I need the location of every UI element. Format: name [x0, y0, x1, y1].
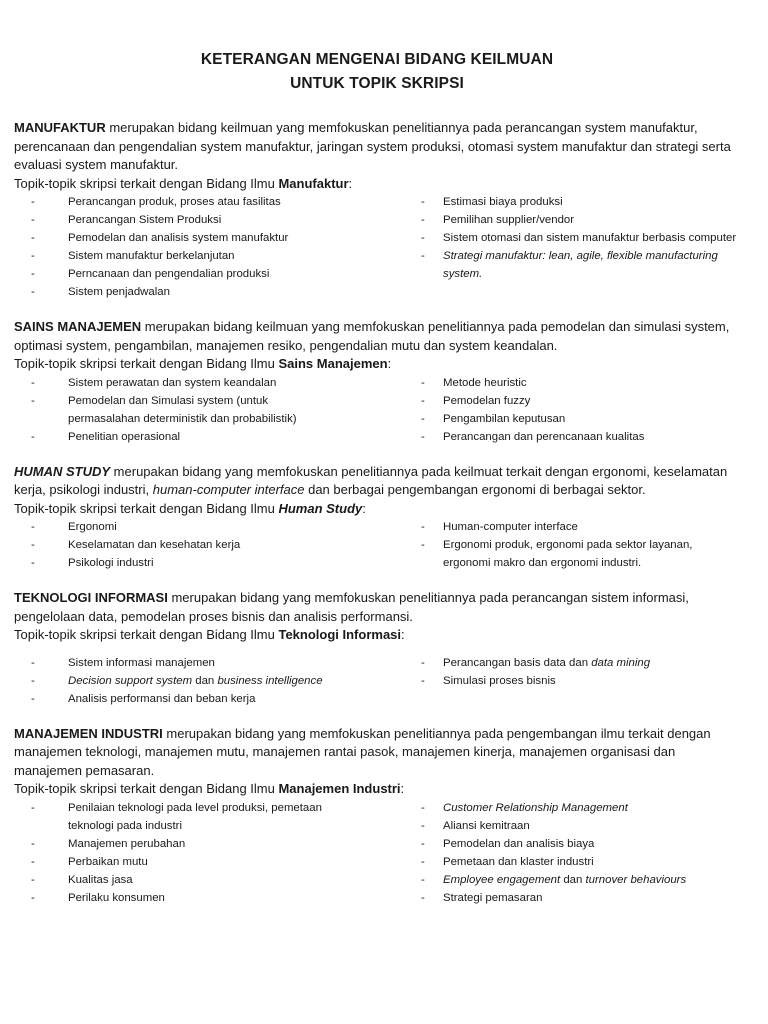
list-item: - Penelitian operasional [31, 430, 181, 443]
topic-list-right [419, 799, 739, 907]
list-item: - Penilaian teknologi pada level produksi, pemetaan teknologi pada industri [31, 801, 322, 832]
section-manufaktur [14, 119, 740, 301]
list-item: - Perancangan basis data dan data mining [421, 656, 651, 669]
section-human-study [14, 463, 740, 573]
topic-list-right [419, 654, 739, 690]
section-heading: HUMAN STUDY [14, 463, 111, 479]
list-item: - Aliansi kemitraan [421, 819, 530, 832]
list-item: - Estimasi biaya produksi [421, 196, 563, 208]
list-item: - Pemodelan dan Simulasi system (untuk permasalahan deterministik dan probabilistik) [31, 394, 297, 425]
list-item: - Perancangan Sistem Produksi [31, 214, 222, 226]
topic-intro: Topik-topik skripsi terkait dengan Bidang Ilmu Manajemen Industri: [14, 781, 405, 796]
topic-intro: Topik-topik skripsi terkait dengan Bidang Ilmu Teknologi Informasi: [14, 627, 405, 642]
list-item: - Pemodelan fuzzy [421, 394, 531, 407]
list-item: - Strategi manufaktur: lean, agile, flexible manufacturing system. [421, 250, 718, 280]
topic-list-left [14, 374, 419, 446]
list-item: - Pengambilan keputusan [421, 412, 566, 425]
list-item: - Decision support system dan business intelligence [31, 674, 323, 687]
section-heading: TEKNOLOGI INFORMASI [14, 590, 168, 605]
topic-list-left [14, 193, 419, 301]
list-item: - Strategi pemasaran [421, 891, 543, 904]
section-heading: MANAJEMEN INDUSTRI [14, 725, 163, 741]
topic-intro: Topik-topik skripsi terkait dengan Bidang Ilmu Sains Manajemen: [14, 356, 392, 371]
topic-intro: Topik-topik skripsi terkait dengan Bidang Ilmu Human Study: [14, 500, 366, 516]
list-item: - Manajemen perubahan [31, 837, 186, 850]
section-teknologi-informasi [14, 589, 740, 708]
document-title-line2: UNTUK TOPIK SKRIPSI [290, 75, 464, 92]
list-item: - Pemetaan dan klaster industri [421, 855, 594, 868]
list-item: - Perilaku konsumen [31, 891, 165, 904]
section-heading: MANUFAKTUR [14, 120, 106, 135]
section-description: HUMAN STUDY merupakan bidang yang memfokuskan penelitiannya pada keilmuat terkait dengan ergonomi, keselamatan kerja, psikologi industri, human-computer interface dan berbagai pengembangan ergonomi di berbagai sektor. [14, 463, 728, 497]
topic-list-right [419, 374, 739, 446]
section-description: MANAJEMEN INDUSTRI merupakan bidang yang memfokuskan penelitiannya pada pengembangan ilmu terkait dengan manajemen teknologi, manajemen mutu, manajemen rantai pasok, manajemen kinerja, manajemen organisasi dan manajemen pemasaran. [14, 725, 711, 778]
list-item: - Keselamatan dan kesehatan kerja [31, 539, 241, 551]
topic-list-left [14, 518, 419, 572]
list-item: - Perancangan produk, proses atau fasilitas [31, 196, 281, 208]
section-description: TEKNOLOGI INFORMASI merupakan bidang yang memfokuskan penelitiannya pada perancangan sistem informasi, pengelolaan data, pemodelan proses bisnis dan analisis performansi. [14, 590, 689, 624]
list-item: - Ergonomi [31, 521, 117, 533]
topic-list-right [419, 518, 739, 572]
list-item: - Sistem informasi manajemen [31, 656, 215, 669]
section-heading: SAINS MANAJEMEN [14, 319, 142, 334]
list-item: - Customer Relationship Management [421, 801, 628, 814]
document-title-line1: KETERANGAN MENGENAI BIDANG KEILMUAN [200, 51, 554, 68]
list-item: - Pemodelan dan analisis system manufaktur [31, 232, 289, 244]
list-item: - Kualitas jasa [31, 873, 133, 886]
list-item: - Human-computer interface [421, 521, 578, 533]
list-item: - Sistem perawatan dan system keandalan [31, 376, 277, 389]
list-item: - Analisis performansi dan beban kerja [31, 692, 256, 705]
section-manajemen-industri [14, 725, 740, 907]
section-sains-manajemen [14, 318, 740, 446]
list-item: - Simulasi proses bisnis [421, 674, 556, 687]
topic-intro: Topik-topik skripsi terkait dengan Bidang Ilmu Manufaktur: [14, 175, 353, 191]
topic-list-left [14, 654, 419, 708]
list-item: - Perancangan dan perencanaan kualitas [421, 430, 645, 443]
topic-list-left [14, 799, 419, 907]
list-item: - Perbaikan mutu [31, 855, 148, 868]
list-item: - Ergonomi produk, ergonomi pada sektor layanan, ergonomi makro dan ergonomi industri. [421, 539, 693, 569]
list-item: - Metode heuristic [421, 376, 527, 389]
list-item: - Sistem manufaktur berkelanjutan [31, 250, 235, 262]
list-item: - Employee engagement dan turnover behaviours [421, 873, 687, 886]
list-item: - Sistem penjadwalan [31, 286, 170, 298]
list-item: - Perncanaan dan pengendalian produksi [31, 268, 270, 280]
list-item: - Pemilihan supplier/vendor [421, 214, 575, 226]
list-item: - Sistem otomasi dan sistem manufaktur berbasis computer [421, 232, 737, 244]
list-item: - Psikologi industri [31, 557, 154, 569]
section-description: SAINS MANAJEMEN merupakan bidang keilmuan yang memfokuskan penelitiannya pada pemodelan dan simulasi system, optimasi system, pengambilan, manajemen resiko, pengendalian mutu dan system keandalan. [14, 319, 730, 353]
list-item: - Pemodelan dan analisis biaya [421, 837, 595, 850]
topic-list-right [419, 193, 739, 283]
section-description: MANUFAKTUR merupakan bidang keilmuan yang memfokuskan penelitiannya pada perancangan system manufaktur, perencanaan dan pengendalian system manufaktur, jaringan system produksi, otomasi system manufaktur dan strategi serta evaluasi system manufaktur. [14, 120, 731, 172]
